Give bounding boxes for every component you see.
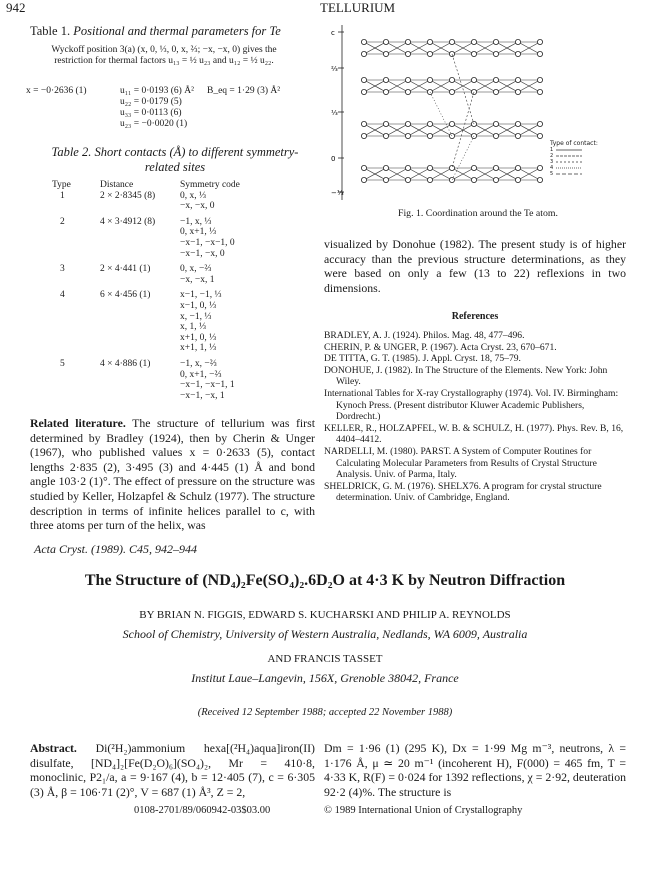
te-atom bbox=[427, 39, 432, 44]
te-atom bbox=[383, 77, 388, 82]
table2-caption: Table 2. Short contacts (Å) to different symmetry- related sites bbox=[51, 145, 299, 174]
te-atom bbox=[361, 133, 366, 138]
table2-distance-cell bbox=[100, 227, 180, 238]
table2-type-cell bbox=[52, 227, 100, 238]
te-atom bbox=[361, 177, 366, 182]
reference-entry: DONOHUE, J. (1982). In The Structure of the Elements. New York: John Wiley. bbox=[324, 364, 608, 388]
te-atom bbox=[537, 121, 542, 126]
table2-type-cell bbox=[52, 370, 100, 381]
te-atom bbox=[361, 165, 366, 170]
table2-symmetry-cell: x+1, 1, ⅓ bbox=[180, 343, 217, 354]
table2-distance-cell bbox=[100, 343, 180, 354]
te-atom bbox=[427, 51, 432, 56]
table2-row bbox=[52, 370, 240, 381]
table1-caption: Table 1. Positional and thermal parameters for Te bbox=[30, 24, 281, 38]
table2-distance-cell bbox=[100, 201, 180, 212]
table2-row bbox=[52, 322, 240, 333]
table2-distance-cell: 4 × 3·4912 (8) bbox=[100, 216, 156, 227]
te-atom bbox=[405, 121, 410, 126]
table2-distance-cell: 2 × 4·441 (1) bbox=[100, 264, 151, 275]
te-atom bbox=[493, 165, 498, 170]
table2-type-cell bbox=[52, 391, 100, 402]
table2-symmetry-cell: −1, x, −⅔ bbox=[180, 358, 217, 369]
te-atom bbox=[493, 121, 498, 126]
te-atom bbox=[493, 177, 498, 182]
te-atom bbox=[515, 121, 520, 126]
te-atom bbox=[427, 177, 432, 182]
te-atom bbox=[471, 165, 476, 170]
legend-line bbox=[556, 166, 582, 170]
page-number: 942 bbox=[6, 0, 26, 15]
te-atom bbox=[537, 77, 542, 82]
legend-label: 2 bbox=[550, 153, 554, 159]
te-atom bbox=[493, 133, 498, 138]
te-atom bbox=[515, 39, 520, 44]
table2-type-cell bbox=[52, 201, 100, 212]
copyright: © 1989 International Union of Crystallography bbox=[324, 805, 523, 816]
reference-entry: SHELDRICK, G. M. (1976). SHELX76. A program for crystal structure determination. Univ. of Cambridge, England. bbox=[324, 480, 602, 504]
table2-row bbox=[52, 380, 240, 391]
table2-distance-cell bbox=[100, 249, 180, 260]
table2-row bbox=[52, 343, 240, 354]
table2-header-row bbox=[52, 180, 240, 191]
reference-entry: NARDELLI, M. (1980). PARST. A System of Computer Routines for Calculating Molecular Parameters from Results of Crystal Structure Analysis. Univ. of Parma, Italy. bbox=[324, 445, 597, 481]
axis-label: ⅓ bbox=[331, 109, 338, 117]
table2-distance-cell bbox=[100, 301, 180, 312]
te-atom bbox=[361, 77, 366, 82]
te-atom bbox=[449, 77, 454, 82]
table2-row bbox=[52, 217, 240, 228]
table2-symmetry-cell: −x−1, −x−1, 1 bbox=[180, 380, 235, 391]
table2-type-cell bbox=[52, 312, 100, 323]
table2-distance-cell bbox=[100, 333, 180, 344]
article-authors: BY BRIAN N. FIGGIS, EDWARD S. KUCHARSKI AND PHILIP A. REYNOLDS bbox=[139, 609, 511, 621]
table2-row bbox=[52, 191, 240, 202]
te-atom bbox=[515, 165, 520, 170]
te-atom bbox=[405, 77, 410, 82]
legend-item bbox=[550, 171, 598, 177]
table2-type-cell bbox=[52, 322, 100, 333]
te-atom bbox=[405, 133, 410, 138]
table2-distance-cell bbox=[100, 275, 180, 286]
table2-distance-cell: 6 × 4·456 (1) bbox=[100, 290, 151, 301]
reference-entry: CHERIN, P. & UNGER, P. (1967). Acta Cryst. 23, 670–671. bbox=[324, 341, 557, 353]
reference-entry: KELLER, R., HOLZAPFEL, W. B. & SCHULZ, H. (1977). Phys. Rev. B, 16, 4404–4412. bbox=[324, 422, 624, 446]
axis-label: −⅓ bbox=[331, 189, 344, 197]
affiliation-ill: Institut Laue–Langevin, 156X, Grenoble 38042, France bbox=[191, 671, 459, 685]
table2-row bbox=[52, 238, 240, 249]
table1-note: Wyckoff position 3(a) (x, 0, ⅓, 0, x, ⅔; −x, −x, 0) gives the restriction for thermal factors u₁₃ = ½ u₂₃ and u₁₂ = ½ u₂₂. bbox=[51, 45, 277, 66]
table2-type-cell: 1 bbox=[60, 190, 65, 201]
legend-items bbox=[550, 147, 598, 177]
table1-beq: B_eq = 1·29 (3) Å² bbox=[207, 86, 281, 96]
table2-type-cell bbox=[52, 301, 100, 312]
te-atom bbox=[515, 77, 520, 82]
legend-label: 1 bbox=[550, 147, 554, 153]
table2-distance-cell bbox=[100, 380, 180, 391]
te-atom bbox=[537, 51, 542, 56]
te-atom bbox=[493, 77, 498, 82]
te-atom bbox=[405, 51, 410, 56]
table2-row bbox=[52, 391, 240, 402]
legend-line bbox=[556, 172, 582, 176]
journal-reference: Acta Cryst. (1989). C45, 942–944 bbox=[34, 542, 197, 556]
table2-symmetry-cell: −x, −x, 0 bbox=[180, 201, 215, 212]
te-atom bbox=[383, 165, 388, 170]
table2-symmetry-cell: 0, x+1, ⅓ bbox=[180, 227, 217, 238]
te-atom bbox=[361, 39, 366, 44]
affiliation-uwa: School of Chemistry, University of Western Australia, Nedlands, WA 6009, Australia bbox=[122, 627, 528, 641]
te-atom bbox=[449, 89, 454, 94]
table2-symmetry-cell: x+1, 0, ⅓ bbox=[180, 332, 217, 343]
te-atom bbox=[405, 89, 410, 94]
te-atom bbox=[405, 165, 410, 170]
running-title: TELLURIUM bbox=[320, 0, 396, 15]
te-atom bbox=[361, 51, 366, 56]
te-atom bbox=[383, 89, 388, 94]
contact-legend: Type of contact: 1 2 3 4 5 bbox=[550, 140, 598, 177]
reference-entry: DE TITTA, G. T. (1985). J. Appl. Cryst. 18, 75–79. bbox=[324, 353, 521, 365]
table2-distance-cell bbox=[100, 312, 180, 323]
axis-label: ⅔ bbox=[331, 65, 338, 73]
legend-line bbox=[556, 154, 582, 158]
table2-row bbox=[52, 333, 240, 344]
contact-line bbox=[452, 54, 474, 124]
legend-line bbox=[556, 148, 582, 152]
table2-symmetry-cell: x, 1, ⅓ bbox=[180, 322, 207, 333]
table2-symmetry-cell: 0, x+1, −⅔ bbox=[180, 369, 222, 380]
table2-distance-cell bbox=[100, 370, 180, 381]
table2-body bbox=[52, 191, 240, 407]
table2 bbox=[52, 180, 240, 406]
te-atom bbox=[449, 121, 454, 126]
table2-type-cell bbox=[52, 333, 100, 344]
table2-distance-cell bbox=[100, 391, 180, 402]
te-atom bbox=[383, 39, 388, 44]
table2-row bbox=[52, 201, 240, 212]
table2-symmetry-cell: −1, x, ⅓ bbox=[180, 216, 212, 227]
te-atom bbox=[537, 177, 542, 182]
te-atom bbox=[537, 39, 542, 44]
axis-label: c bbox=[331, 29, 335, 37]
right-column-text: visualized by Donohue (1982). The present study is of higher accuracy than the previous structure determinations, as they were based on only a few (13 to 22) reflexions in two dimensions. bbox=[324, 237, 626, 295]
table2-row bbox=[52, 301, 240, 312]
table2-symmetry-cell: 0, x, ⅓ bbox=[180, 190, 207, 201]
legend-label: 3 bbox=[550, 159, 554, 165]
article-title: The Structure of (ND₄)₂Fe(SO₄)₂.6D₂O at 4·3 K by Neutron Diffraction bbox=[84, 572, 566, 589]
table2-type-cell bbox=[52, 238, 100, 249]
table2-type-cell: 2 bbox=[60, 216, 65, 227]
te-atom bbox=[515, 51, 520, 56]
table2-type-cell: 4 bbox=[60, 290, 65, 301]
table2-symmetry-cell: −x−1, −x−1, 0 bbox=[180, 237, 235, 248]
te-atom bbox=[515, 89, 520, 94]
abstract-left-column: Abstract. Di(²H₂)ammonium hexa[(²H₄)aqua]iron(II) disulfate, [ND₄]₂[Fe(D₂O)₆](SO₄)₂, Mr = 410·8, monoclinic, P2₁/a, a = 9·167 (4), b = 12·405 (7), c = 6·305 (3) Å, β = 106·71 (2)°, V = 687 (1) Å³, Z = 2, bbox=[30, 741, 315, 799]
te-atom bbox=[493, 39, 498, 44]
table2-symmetry-cell: x−1, 0, ⅓ bbox=[180, 300, 217, 311]
figure-caption: Fig. 1. Coordination around the Te atom. bbox=[398, 208, 558, 219]
te-atom bbox=[471, 77, 476, 82]
table2-row bbox=[52, 312, 240, 323]
te-atom bbox=[537, 89, 542, 94]
table2-symmetry-cell: 0, x, −⅔ bbox=[180, 264, 212, 275]
te-atom bbox=[471, 177, 476, 182]
reference-entry: International Tables for X-ray Crystallography (1974). Vol. IV. Birmingham: Kynoch Press. (Present distributor Kluwer Academic Publishers, Dordrecht.) bbox=[324, 387, 619, 423]
table2-header-type: Type bbox=[52, 180, 71, 190]
table2-row bbox=[52, 264, 240, 275]
table2-row bbox=[52, 359, 240, 370]
table2-distance-cell bbox=[100, 238, 180, 249]
table2-row bbox=[52, 290, 240, 301]
te-atom bbox=[405, 177, 410, 182]
table2-header-symmetry: Symmetry code bbox=[180, 180, 240, 190]
te-atom bbox=[493, 89, 498, 94]
table2-row bbox=[52, 249, 240, 260]
te-atom bbox=[383, 177, 388, 182]
te-atom bbox=[361, 89, 366, 94]
te-atom bbox=[383, 51, 388, 56]
table2-symmetry-cell: −x, −x, 1 bbox=[180, 274, 215, 285]
te-atom bbox=[493, 51, 498, 56]
te-atom bbox=[427, 165, 432, 170]
table2-type-cell: 5 bbox=[60, 358, 65, 369]
references-list bbox=[324, 330, 626, 504]
legend-line bbox=[556, 160, 582, 164]
table2-symmetry-cell: x, −1, ⅓ bbox=[180, 311, 212, 322]
te-atom bbox=[537, 133, 542, 138]
table2-type-cell bbox=[52, 249, 100, 260]
te-atom bbox=[361, 121, 366, 126]
references-heading: References bbox=[451, 311, 499, 322]
te-atom bbox=[515, 133, 520, 138]
coordination-figure bbox=[328, 20, 628, 205]
table2-distance-cell: 4 × 4·886 (1) bbox=[100, 358, 151, 369]
table2-header-distance: Distance bbox=[100, 180, 134, 190]
te-atom bbox=[449, 39, 454, 44]
received-date: (Received 12 September 1988; accepted 22 November 1988) bbox=[197, 707, 453, 718]
article-code: 0108-2701/89/060942-03$03.00 bbox=[134, 805, 271, 816]
te-atom bbox=[427, 133, 432, 138]
table2-distance-cell: 2 × 2·8345 (8) bbox=[100, 190, 156, 201]
related-literature: Related literature. The structure of tellurium was first determined by Bradley (1924), then by Cherin & Unger (1967), who published values x = 0·2633 (5), contact lengths 2·835 (2), 3·495 (3) and 4·445 (1) Å and bond angle 103·2 (1)°. The effect of pressure on the structure was studied by Keller, Holzapfel & Schulz (1977). The structure description in terms of infinite helices parallel to c, with three atoms per turn of the helix, was bbox=[30, 416, 315, 533]
table2-row bbox=[52, 227, 240, 238]
table2-type-cell bbox=[52, 380, 100, 391]
te-atom bbox=[537, 165, 542, 170]
te-atom bbox=[427, 77, 432, 82]
te-atom bbox=[427, 121, 432, 126]
reference-entry: BRADLEY, A. J. (1924). Philos. Mag. 48, 477–496. bbox=[324, 330, 525, 341]
legend-label: 4 bbox=[550, 165, 554, 171]
te-atom bbox=[405, 39, 410, 44]
contact-line bbox=[430, 92, 452, 136]
te-atom bbox=[471, 51, 476, 56]
table2-type-cell bbox=[52, 343, 100, 354]
table1-u-values: u₁₁ = 0·0193 (6) Å² u₂₂ = 0·0179 (5) u₃₃ = 0·0113 (6) u₂₃ = −0·0020 (1) bbox=[120, 86, 194, 129]
table2-symmetry-cell: −x−1, −x, 1 bbox=[180, 390, 225, 401]
table2-symmetry-cell: x−1, −1, ⅓ bbox=[180, 290, 222, 301]
additional-author: AND FRANCIS TASSET bbox=[267, 653, 383, 665]
table2-type-cell bbox=[52, 275, 100, 286]
table2-row bbox=[52, 275, 240, 286]
table1-x-value: x = −0·2636 (1) bbox=[26, 86, 87, 96]
abstract-right-column: Dm = 1·96 (1) (295 K), Dx = 1·99 Mg m⁻³, neutrons, λ = 1·176 Å, μ ≃ 20 m⁻¹ (incoherent H), F(000) = 465 fm, T = 4·33 K, R(F) = 0·024 for 1392 reflections, χ = 2·92, deuteration 92·2 (4)%. The structure is bbox=[324, 741, 626, 799]
te-atom bbox=[471, 39, 476, 44]
te-atom bbox=[515, 177, 520, 182]
axis-label: 0 bbox=[331, 155, 336, 163]
table2-type-cell: 3 bbox=[60, 264, 65, 275]
te-atom bbox=[383, 133, 388, 138]
table2-distance-cell bbox=[100, 322, 180, 333]
legend-label: 5 bbox=[550, 171, 554, 177]
table2-symmetry-cell: −x−1, −x, 0 bbox=[180, 248, 225, 259]
te-atom bbox=[383, 121, 388, 126]
contact-line bbox=[452, 136, 474, 180]
table2-spacer bbox=[52, 401, 240, 406]
